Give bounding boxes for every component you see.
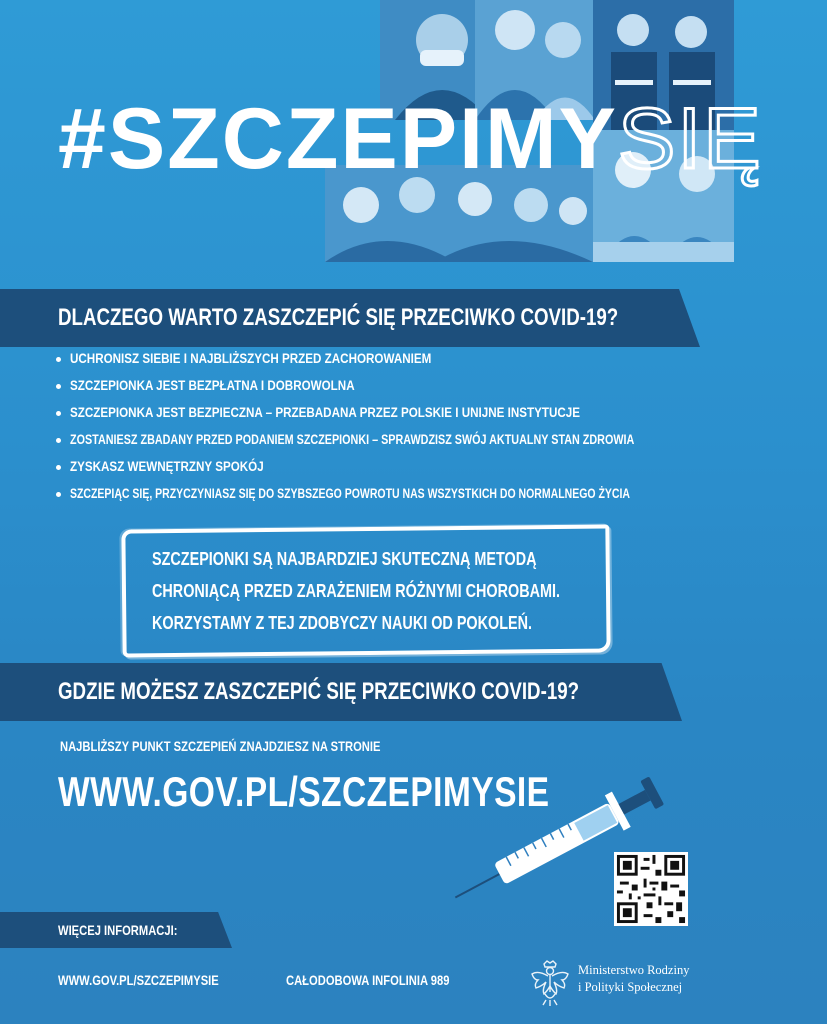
quote-line: CHRONIĄCĄ PRZED ZARAŻENIEM RÓŻNYMI CHOROBAMI. [152, 581, 560, 601]
list-item: ZYSKASZ WEWNĘTRZNY SPOKÓJ [56, 454, 827, 481]
hashtag-thin-part: SIĘ [617, 91, 763, 187]
footer-hotline: CAŁODOBOWA INFOLINIA 989 [286, 972, 450, 988]
section1-title: DLACZEGO WARTO ZASZCZEPIĆ SIĘ PRZECIWKO COVID-19? [58, 304, 619, 331]
ministry-name-line1: Ministerstwo Rodziny [578, 963, 690, 977]
more-info-label: WIĘCEJ INFORMACJI: [58, 922, 178, 938]
footer-url-link[interactable]: WWW.GOV.PL/SZCZEPIMYSIE [58, 972, 219, 988]
ministry-logo [528, 958, 718, 1008]
ministry-name-line2: i Polityki Społecznej [578, 980, 683, 994]
reasons-list [56, 346, 827, 508]
polish-eagle-emblem-icon [528, 958, 572, 1008]
list-item: SZCZEPIONKA JEST BEZPŁATNA I DOBROWOLNA [56, 373, 827, 400]
list-item: UCHRONISZ SIEBIE I NAJBLIŻSZYCH PRZED ZACHOROWANIEM [56, 346, 827, 373]
list-item: SZCZEPIONKA JEST BEZPIECZNA – PRZEBADANA PRZEZ POLSKIE I UNIJNE INSTYTUCJE [56, 400, 827, 427]
list-item: SZCZEPIĄC SIĘ, PRZYCZYNIASZ SIĘ DO SZYBSZEGO POWROTU NAS WSZYSTKICH DO NORMALNEGO ŻYCIA [56, 481, 827, 508]
quote-line: SZCZEPIONKI SĄ NAJBARDZIEJ SKUTECZNĄ METODĄ [152, 549, 537, 569]
nearest-point-text: NAJBLIŻSZY PUNKT SZCZEPIEŃ ZNAJDZIESZ NA STRONIE [60, 738, 381, 754]
quote-line: KORZYSTAMY Z TEJ ZDOBYCZY NAUKI OD POKOLEŃ. [152, 613, 533, 633]
ministry-name [578, 962, 689, 996]
quote-text [152, 543, 662, 639]
hashtag-bold-part: #SZCZEPIMY [58, 91, 618, 187]
list-item: ZOSTANIESZ ZBADANY PRZED PODANIEM SZCZEPIONKI – SPRAWDZISZ SWÓJ AKTUALNY STAN ZDROWIA [56, 427, 827, 454]
section2-title: GDZIE MOŻESZ ZASZCZEPIĆ SIĘ PRZECIWKO COVID-19? [58, 678, 580, 705]
main-url-link[interactable]: WWW.GOV.PL/SZCZEPIMYSIE [58, 768, 550, 815]
qr-code-icon[interactable] [614, 852, 688, 926]
hashtag-title [58, 84, 763, 194]
